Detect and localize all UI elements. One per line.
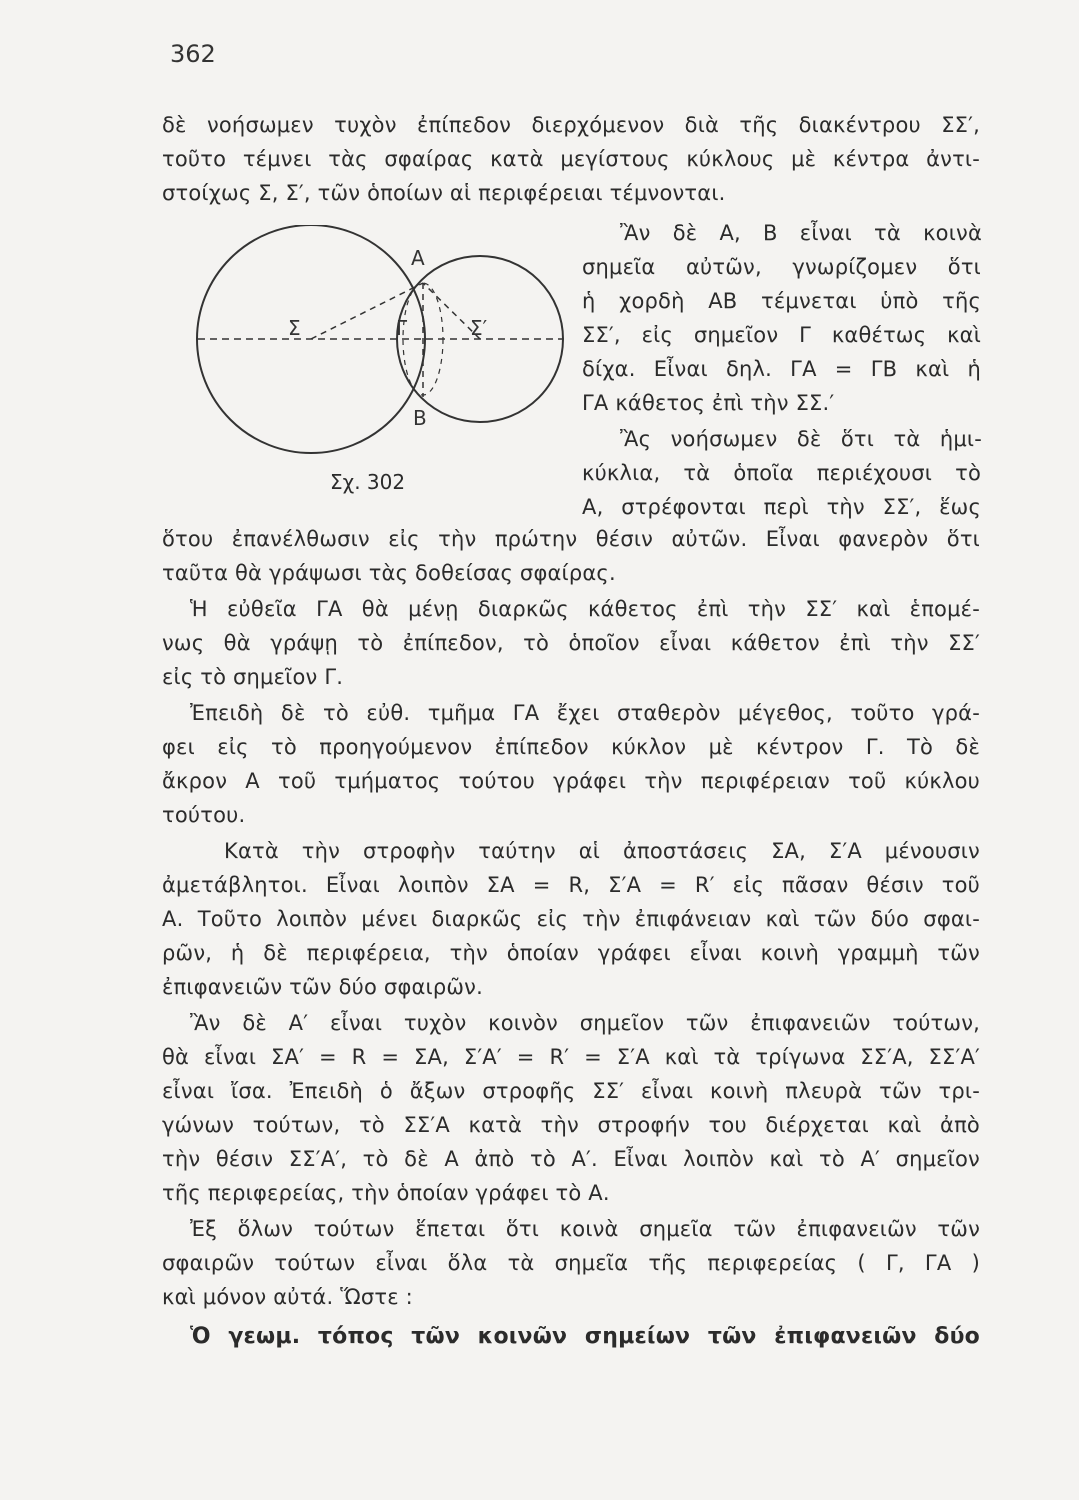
text-line: δίχα. Εἶναι δηλ. ΓΑ = ΓΒ καὶ ἡ xyxy=(582,357,981,381)
label-G: Γ xyxy=(396,316,408,340)
text-line: Α, στρέφονται περὶ τὴν ΣΣ′, ἕως xyxy=(582,495,981,519)
text-line: Ἂς νοήσωμεν δὲ ὅτι τὰ ἡμι- xyxy=(620,427,982,451)
text-line: Ἂν δὲ Α′ εἶναι τυχὸν κοινὸν σημεῖον τῶν ἐπιφανειῶν τούτων, xyxy=(190,1011,980,1035)
label-A: A xyxy=(411,246,425,270)
figure-302 xyxy=(190,225,575,465)
text-line: ἀμετάβλητοι. Εἶναι λοιπὸν ΣΑ = R, Σ′Α = R′ εἰς πᾶσαν θέσιν τοῦ xyxy=(162,873,980,897)
text-line: Α. Τοῦτο λοιπὸν μένει διαρκῶς εἰς τὴν ἐπιφάνειαν καὶ τῶν δύο σφαι- xyxy=(162,907,980,931)
text-line: ἐπιφανειῶν τῶν δύο σφαιρῶν. xyxy=(162,975,483,999)
text-line: Ἂν δὲ Α, Β εἶναι τὰ κοινὰ xyxy=(620,221,982,245)
text-line: ΣΣ′, εἰς σημεῖον Γ καθέτως καὶ xyxy=(582,323,981,347)
text-line: ρῶν, ἡ δὲ περιφέρεια, τὴν ὁποίαν γράφει εἶναι κοινὴ γραμμὴ τῶν xyxy=(162,941,980,965)
text-line: τοῦτο τέμνει τὰς σφαίρας κατὰ μεγίστους κύκλους μὲ κέντρα ἀντι- xyxy=(162,147,980,171)
text-line: φει εἰς τὸ προηγούμενον ἐπίπεδον κύκλον μὲ κέντρον Γ. Τὸ δὲ xyxy=(162,735,980,759)
text-line: εἰς τὸ σημεῖον Γ. xyxy=(162,665,344,689)
text-line: γώνων τούτων, τὸ ΣΣ′Α κατὰ τὴν στροφήν του διέρχεται καὶ ἀπὸ xyxy=(162,1113,980,1137)
text-line: ΓΑ κάθετος ἐπὶ τὴν ΣΣ.′ xyxy=(582,391,835,415)
text-line: σημεῖα αὐτῶν, γνωρίζομεν ὅτι xyxy=(582,255,981,279)
text-line: καὶ μόνον αὐτά. Ὥστε : xyxy=(162,1285,413,1309)
text-line: Ἡ εὐθεῖα ΓΑ θὰ μένῃ διαρκῶς κάθετος ἐπὶ τὴν ΣΣ′ καὶ ἑπομέ- xyxy=(190,597,980,621)
label-S: Σ xyxy=(288,316,301,340)
text-line: ταῦτα θὰ γράψωσι τὰς δοθείσας σφαίρας. xyxy=(162,561,616,585)
text-line: ὅτου ἐπανέλθωσιν εἰς τὴν πρώτην θέσιν αὐτῶν. Εἶναι φανερὸν ὅτι xyxy=(162,527,980,551)
figure-caption: Σχ. 302 xyxy=(330,470,406,494)
text-line: Κατὰ τὴν στροφὴν ταύτην αἱ ἀποστάσεις ΣΑ, Σ′Α μένουσιν xyxy=(224,839,980,863)
text-line: κύκλια, τὰ ὁποῖα περιέχουσι τὸ xyxy=(582,461,981,485)
label-B: B xyxy=(413,406,427,430)
text-line: θὰ εἶναι ΣΑ′ = R = ΣΑ, Σ′Α′ = R′ = Σ′Α καὶ τὰ τρίγωνα ΣΣ′Α, ΣΣ′Α′ xyxy=(162,1045,980,1069)
label-S-prime: Σ′ xyxy=(470,316,488,340)
text-line: Ἐξ ὅλων τούτων ἕπεται ὅτι κοινὰ σημεῖα τῶν ἐπιφανειῶν τῶν xyxy=(190,1217,980,1241)
text-line: τούτου. xyxy=(162,803,246,827)
text-line: στοίχως Σ, Σ′, τῶν ὁποίων αἱ περιφέρειαι τέμνονται. xyxy=(162,181,726,205)
two-circles-diagram xyxy=(190,225,575,465)
text-line: σφαιρῶν τούτων εἶναι ὅλα τὰ σημεῖα τῆς περιφερείας ( Γ, ΓΑ ) xyxy=(162,1251,980,1275)
text-line: τῆς περιφερείας, τὴν ὁποίαν γράφει τὸ Α. xyxy=(162,1181,610,1205)
text-line: εἶναι ἴσα. Ἐπειδὴ ὁ ἄξων στροφῆς ΣΣ′ εἶναι κοινὴ πλευρὰ τῶν τρι- xyxy=(162,1079,980,1103)
text-line: Ἐπειδὴ δὲ τὸ εὐθ. τμῆμα ΓΑ ἔχει σταθερὸν μέγεθος, τοῦτο γρά- xyxy=(190,701,980,725)
text-line: ἄκρον Α τοῦ τμήματος τούτου γράφει τὴν περιφέρειαν τοῦ κύκλου xyxy=(162,769,980,793)
text-line: τὴν θέσιν ΣΣ′Α′, τὸ δὲ Α ἀπὸ τὸ Α′. Εἶναι λοιπὸν καὶ τὸ Α′ σημεῖον xyxy=(162,1147,980,1171)
text-line: νως θὰ γράψῃ τὸ ἐπίπεδον, τὸ ὁποῖον εἶναι κάθετον ἐπὶ τὴν ΣΣ′ xyxy=(162,631,980,655)
text-line: ἡ χορδὴ ΑΒ τέμνεται ὑπὸ τῆς xyxy=(582,289,981,313)
page-number: 362 xyxy=(170,40,216,68)
theorem-line: Ὁ γεωμ. τόπος τῶν κοινῶν σημείων τῶν ἐπιφανειῶν δύο xyxy=(190,1324,980,1349)
text-line: δὲ νοήσωμεν τυχὸν ἐπίπεδον διερχόμενον διὰ τῆς διακέντρου ΣΣ′, xyxy=(162,113,980,137)
